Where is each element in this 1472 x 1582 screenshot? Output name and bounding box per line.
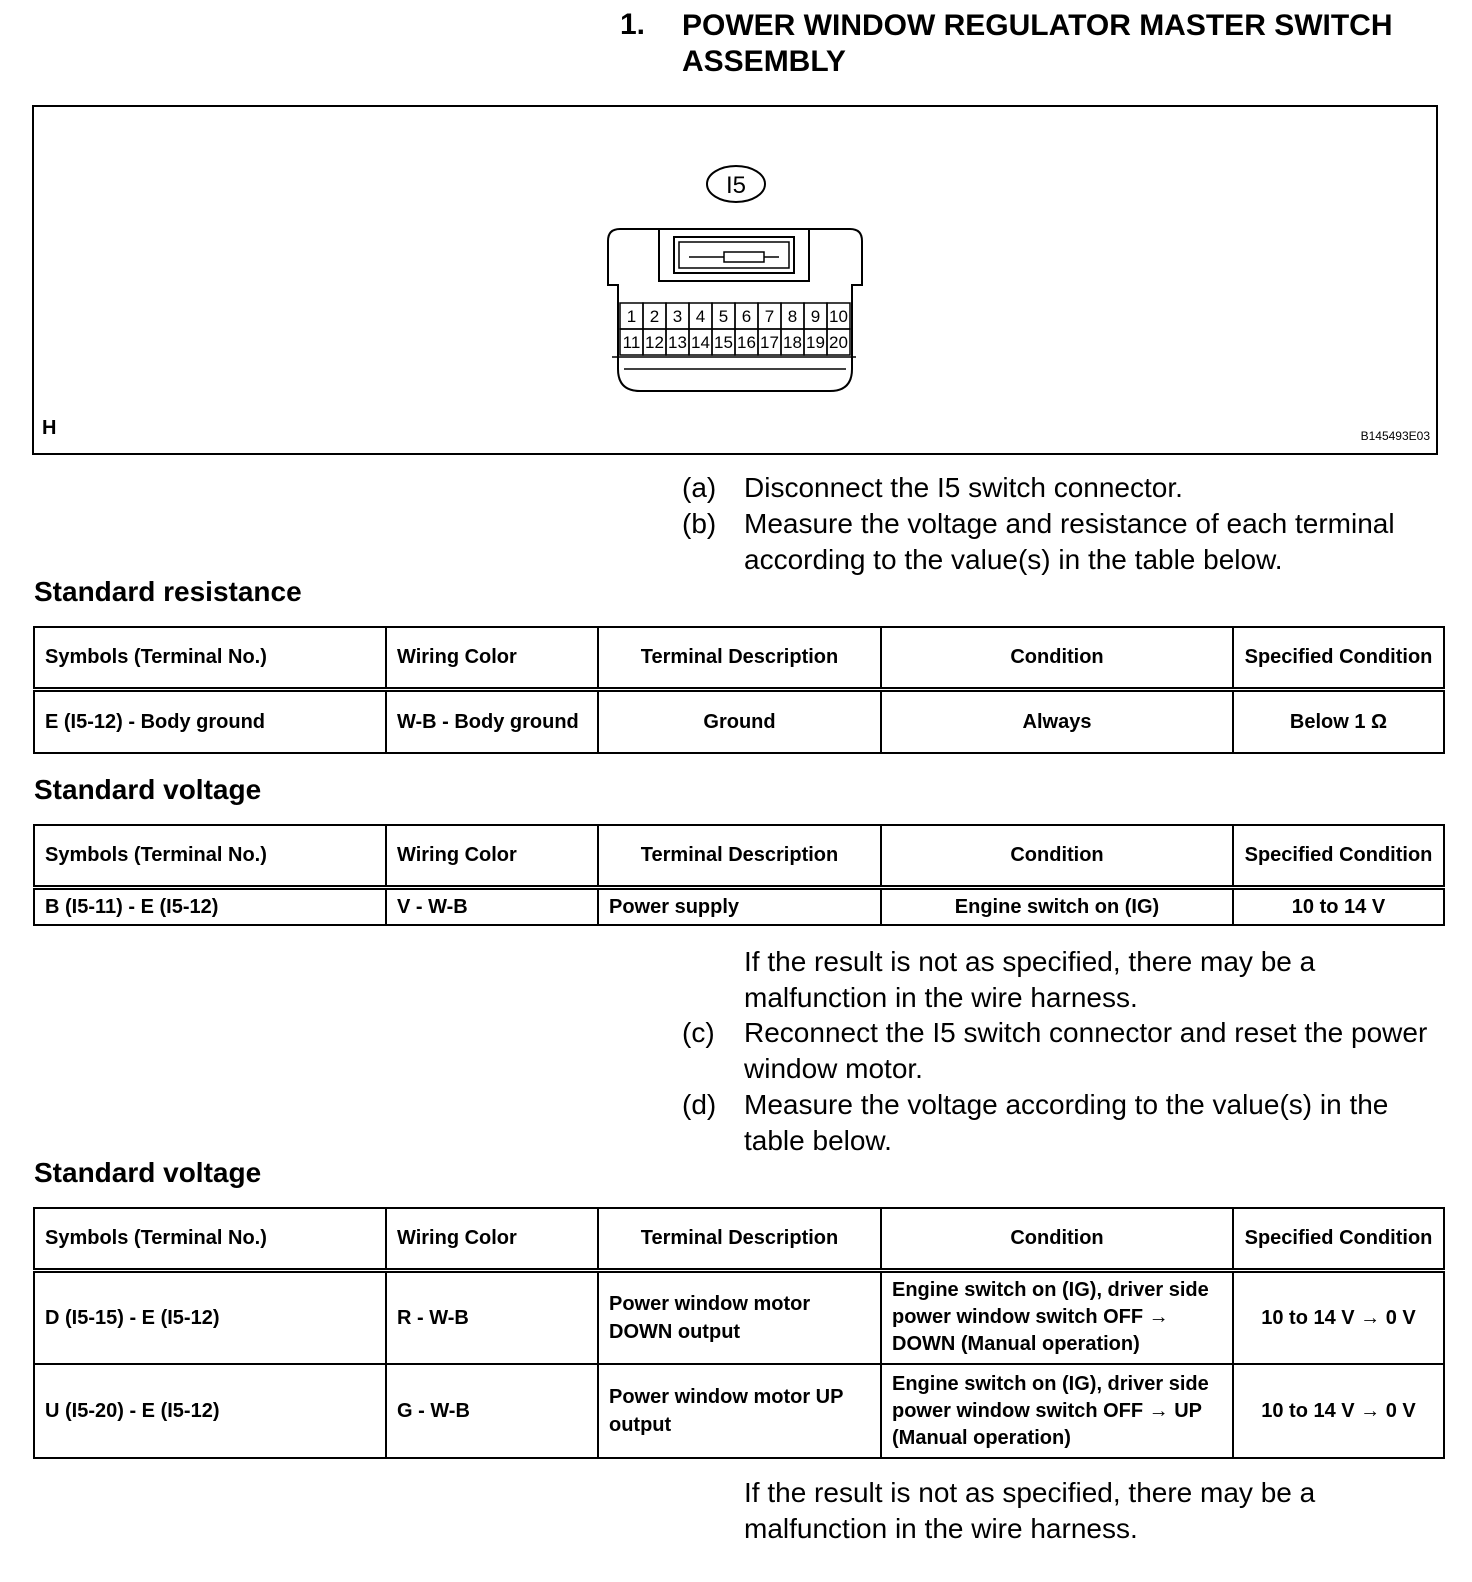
step-d	[682, 1087, 1452, 1159]
terminal-number: 17	[760, 333, 779, 352]
step-c	[682, 1015, 1452, 1087]
terminal-number: 10	[829, 307, 848, 326]
terminal-number: 20	[829, 333, 848, 352]
terminal-number: 12	[645, 333, 664, 352]
terminal-number: 6	[741, 307, 752, 326]
voltage-table-1: Symbols (Terminal No.) Wiring Color Terminal Description Condition Specified Condition B (I5-11) - E (I5-12) V - W-B Power supply Engine switch on (IG) 10 to 14 V	[33, 824, 1445, 926]
voltage-table-2: Symbols (Terminal No.) Wiring Color Terminal Description Condition Specified Condition D (I5-15) - E (I5-12) R - W-B Power window motor DOWN output Engine switch on (IG), driver side power window switch OFF → DOWN (Manual operation) 10 to 14 V → 0 V U (I5-20) - E (I5-12) G - W-B Power window motor UP output Engine switch on (IG), driver side power window switch OFF → UP (Manual operation) 10 to 14 V → 0 V	[33, 1207, 1445, 1459]
terminal-number: 8	[787, 307, 798, 326]
step-label: (c)	[682, 1017, 715, 1048]
header-wiring: Wiring Color	[386, 627, 598, 689]
terminal-number: 14	[691, 333, 710, 352]
terminal-number: 7	[764, 307, 775, 326]
note-2: If the result is not as specified, there may be a malfunction in the wire harness.	[744, 1477, 1316, 1544]
header-condition: Condition	[881, 627, 1233, 689]
section-title-resistance: Standard resistance	[34, 576, 302, 607]
figure-code: B145493E03	[1360, 429, 1430, 443]
connector-diagram	[34, 107, 1435, 452]
table-row: D (I5-15) - E (I5-12) R - W-B Power window motor DOWN output Engine switch on (IG), driver side power window switch OFF → DOWN (Manual operation) 10 to 14 V → 0 V	[34, 1270, 1444, 1364]
resistance-table	[33, 626, 1445, 754]
terminal-number: 5	[718, 307, 729, 326]
step-text: Reconnect the I5 switch connector and reset the power window motor.	[744, 1017, 1428, 1084]
header-symbols: Symbols (Terminal No.)	[34, 627, 386, 689]
table-row: E (I5-12) - Body ground W-B - Body ground Ground Always Below 1 Ω	[34, 689, 1444, 753]
section-title: POWER WINDOW REGULATOR MASTER SWITCH ASSEMBLY	[682, 9, 1393, 78]
terminal-number: 18	[783, 333, 802, 352]
section-title-voltage-2: Standard voltage	[34, 1157, 262, 1188]
header-specified: Specified Condition	[1233, 627, 1444, 689]
step-text: Measure the voltage and resistance of each terminal according to the value(s) in the table below.	[744, 508, 1395, 575]
figure-corner-label: H	[42, 417, 57, 439]
connector-label-text: I5	[725, 172, 747, 199]
note-1: If the result is not as specified, there may be a malfunction in the wire harness.	[744, 946, 1316, 1013]
header-description: Terminal Description	[598, 627, 881, 689]
terminal-number: 11	[622, 333, 641, 352]
terminal-grid	[620, 303, 850, 355]
terminal-number: 2	[649, 307, 660, 326]
step-text: Disconnect the I5 switch connector.	[744, 472, 1183, 503]
terminal-number: 19	[806, 333, 825, 352]
terminal-number: 15	[714, 333, 733, 352]
terminal-number: 13	[668, 333, 687, 352]
table-row: U (I5-20) - E (I5-12) G - W-B Power window motor UP output Engine switch on (IG), driver side power window switch OFF → UP (Manual operation) 10 to 14 V → 0 V	[34, 1364, 1444, 1458]
terminal-number: 16	[737, 333, 756, 352]
step-label: (b)	[682, 508, 717, 539]
step-a	[682, 470, 1452, 506]
section-number: 1.	[620, 8, 646, 41]
step-text: Measure the voltage according to the value(s) in the table below.	[744, 1089, 1389, 1156]
step-label: (a)	[682, 472, 717, 503]
terminal-number: 3	[672, 307, 683, 326]
step-label: (d)	[682, 1089, 717, 1120]
table-row: B (I5-11) - E (I5-12) V - W-B Power supply Engine switch on (IG) 10 to 14 V	[34, 887, 1444, 925]
terminal-number: 4	[695, 307, 706, 326]
section-title-voltage-1: Standard voltage	[34, 774, 262, 805]
terminal-number: 9	[810, 307, 821, 326]
connector-figure	[32, 105, 1438, 455]
terminal-number: 1	[626, 307, 637, 326]
step-b	[682, 506, 1452, 578]
